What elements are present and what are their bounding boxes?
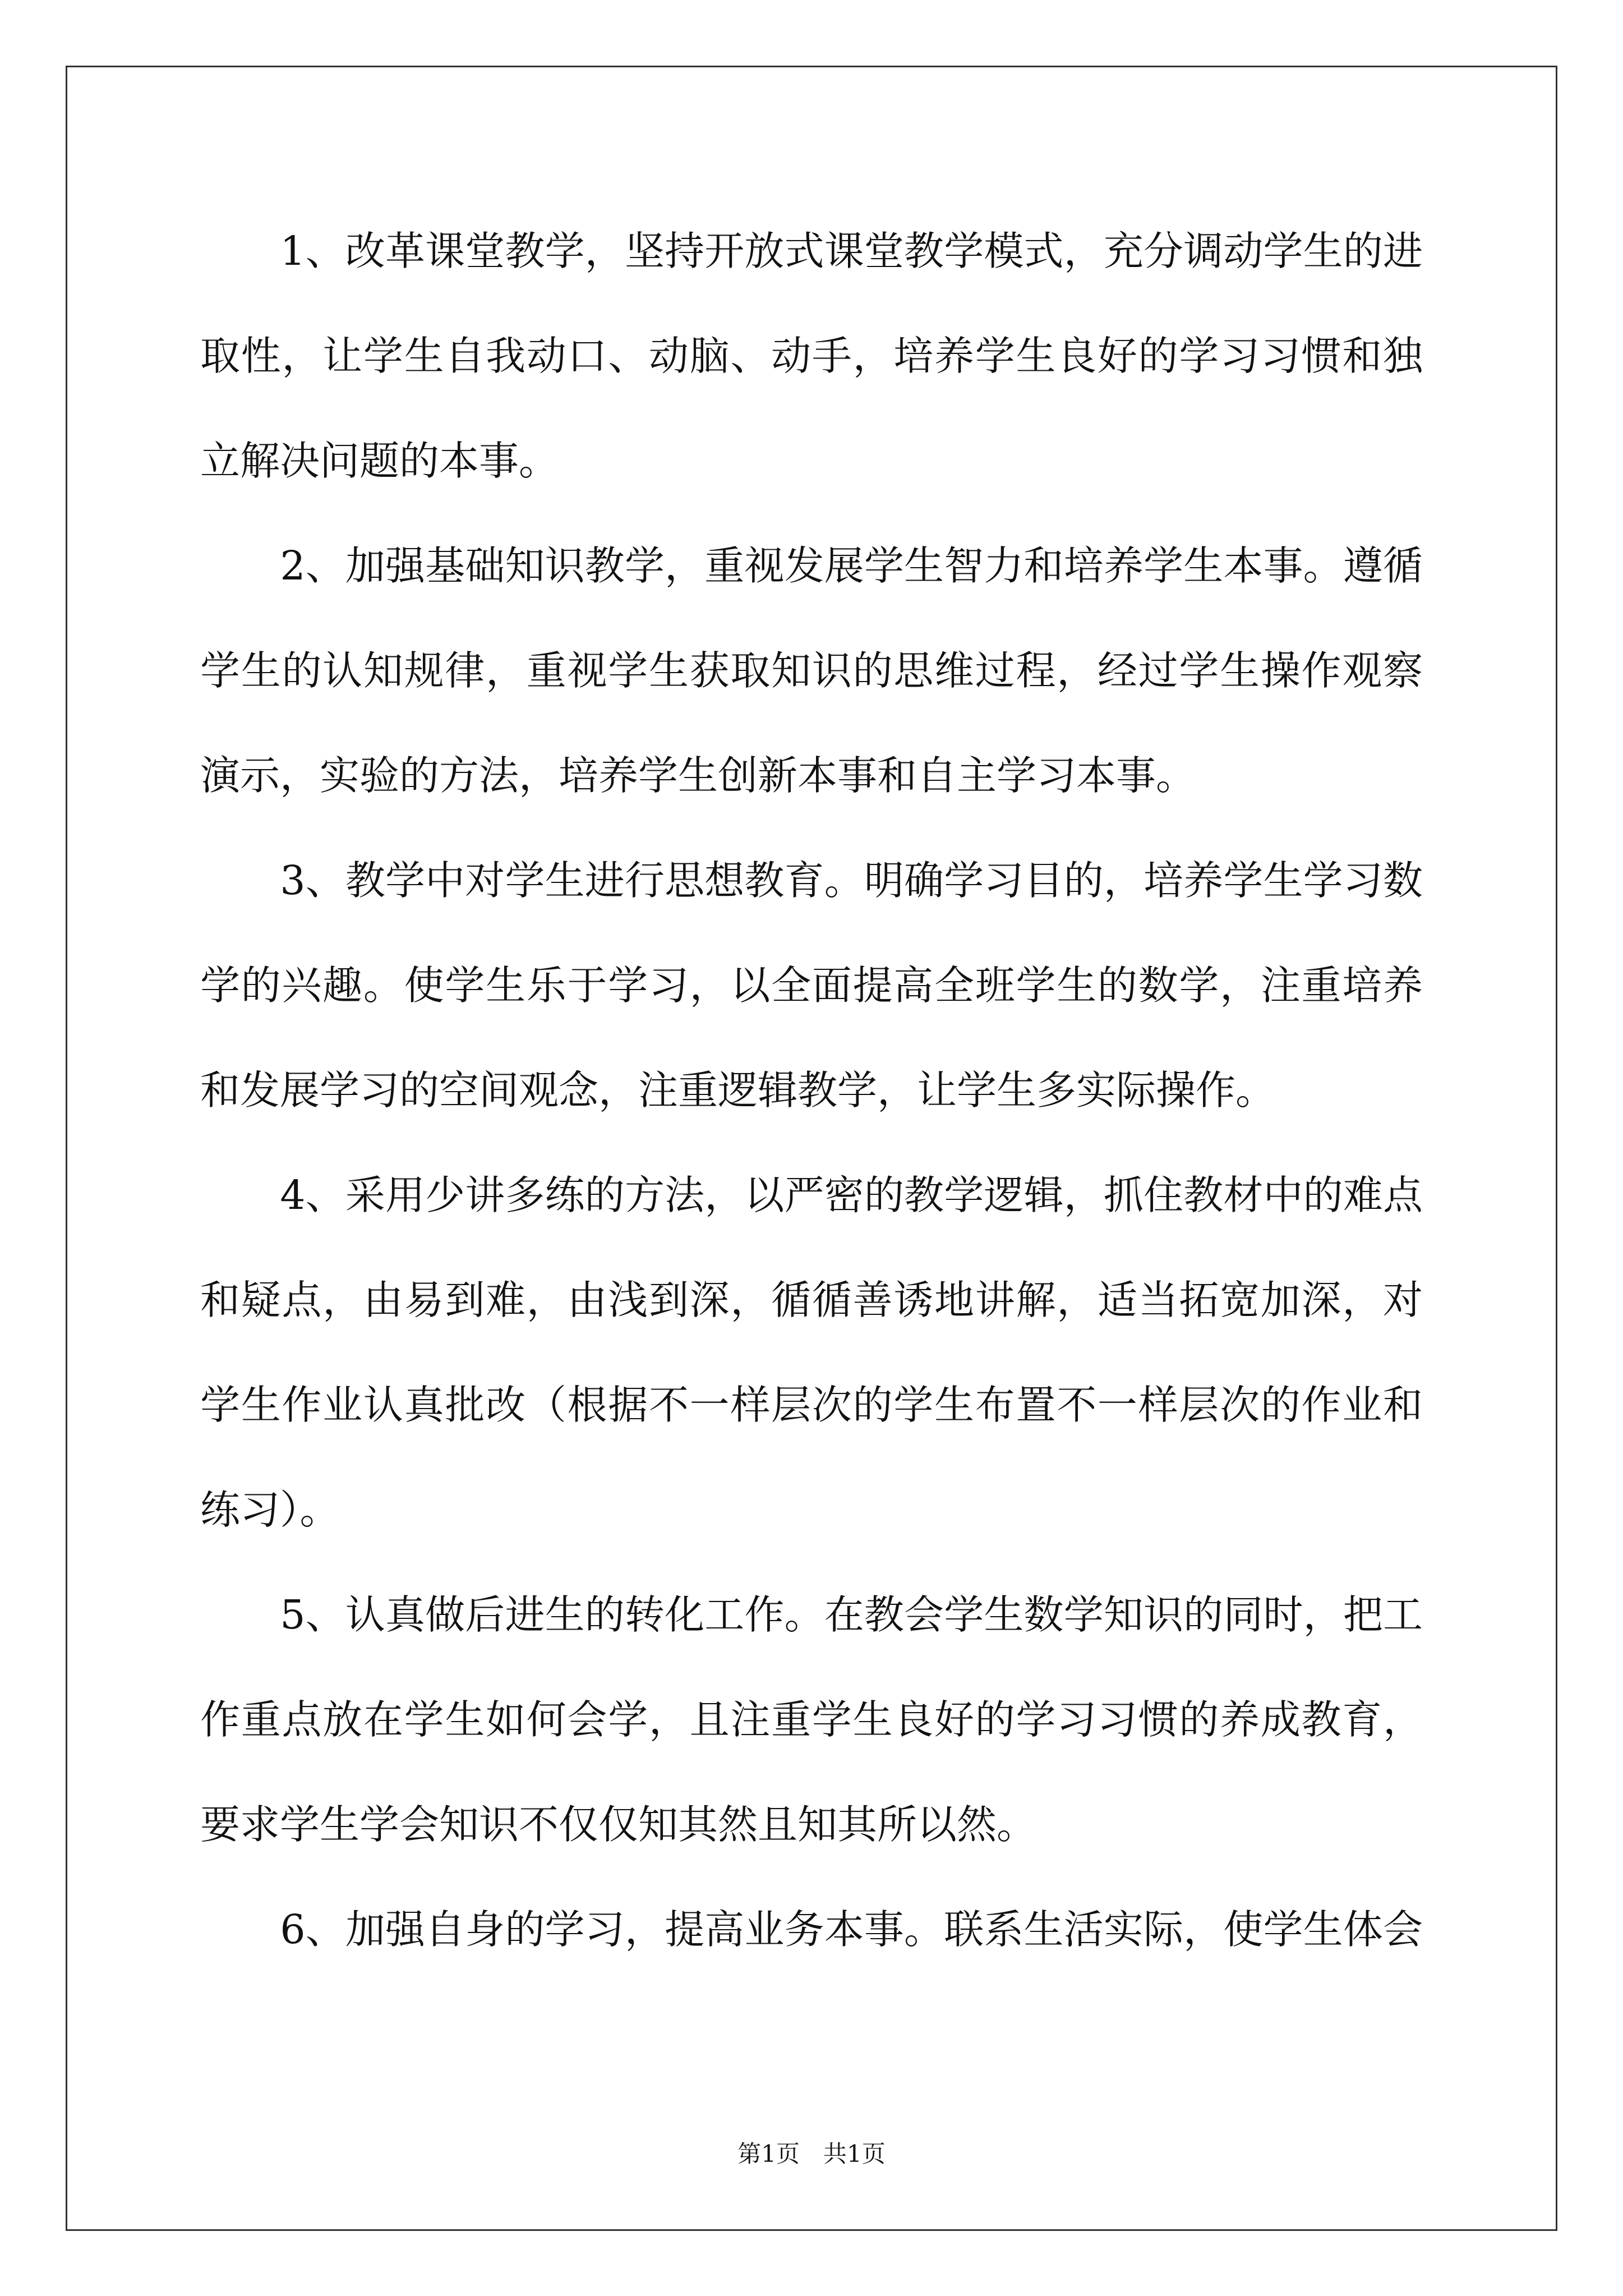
paragraph-4-line-4: 练习）。 xyxy=(200,1487,340,1533)
paragraph-2-line-1: 2、加强基础知识教学，重视发展学生智力和培养学生本事。遵循 xyxy=(200,542,1423,589)
paragraph-1-line-1: 1、改革课堂教学，坚持开放式课堂教学模式，充分调动学生的进 xyxy=(200,228,1423,274)
paragraph-4-line-2: 和疑点，由易到难，由浅到深，循循善诱地讲解，适当拓宽加深，对 xyxy=(200,1277,1423,1323)
paragraph-3-line-3: 和发展学习的空间观念，注重逻辑教学，让学生多实际操作。 xyxy=(200,1067,1276,1114)
paragraph-3-line-2: 学的兴趣。使学生乐于学习，以全面提高全班学生的数学，注重培养 xyxy=(200,962,1423,1009)
paragraph-4-line-1: 4、采用少讲多练的方法，以严密的教学逻辑，抓住教材中的难点 xyxy=(200,1172,1423,1218)
paragraph-5-line-1: 5、认真做后进生的转化工作。在教会学生数学知识的同时，把工 xyxy=(200,1591,1423,1638)
page-footer: 第1页 共1页 xyxy=(737,2140,886,2168)
paragraph-2-line-3: 演示，实验的方法，培养学生创新本事和自主学习本事。 xyxy=(200,752,1196,799)
paragraph-1-line-3: 立解决问题的本事。 xyxy=(200,438,559,484)
paragraph-5-line-3: 要求学生学会知识不仅仅知其然且知其所以然。 xyxy=(200,1801,1037,1848)
paragraph-2-line-2: 学生的认知规律，重视学生获取知识的思维过程，经过学生操作观察 xyxy=(200,647,1423,694)
paragraph-3-line-1: 3、教学中对学生进行思想教育。明确学习目的，培养学生学习数 xyxy=(200,857,1423,904)
paragraph-4-line-3: 学生作业认真批改（根据不一样层次的学生布置不一样层次的作业和 xyxy=(200,1382,1423,1428)
paragraph-1-line-2: 取性，让学生自我动口、动脑、动手，培养学生良好的学习习惯和独 xyxy=(200,333,1423,379)
paragraph-6-line-1: 6、加强自身的学习，提高业务本事。联系生活实际，使学生体会 xyxy=(200,1906,1423,1953)
paragraph-5-line-2: 作重点放在学生如何会学，且注重学生良好的学习习惯的养成教育， xyxy=(200,1696,1423,1743)
